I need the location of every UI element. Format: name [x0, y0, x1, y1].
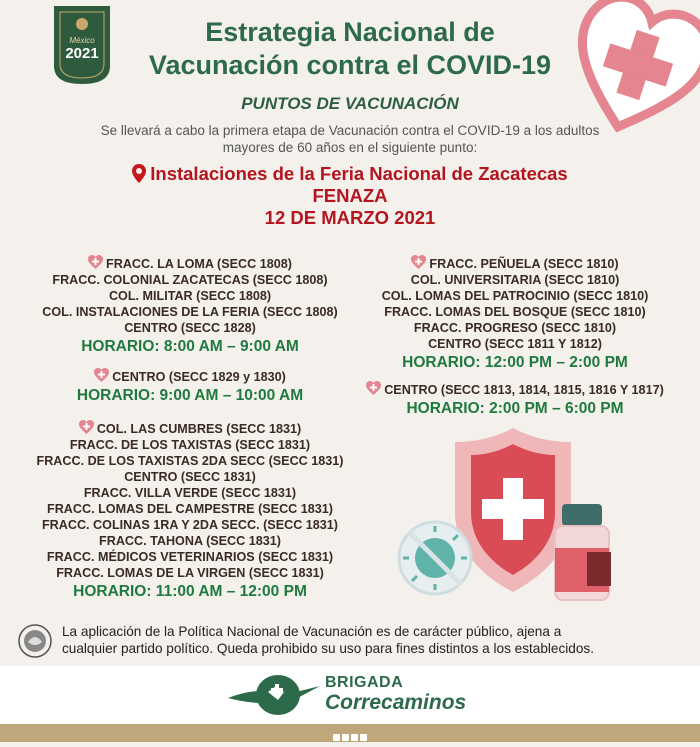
- schedule-group: [20, 420, 360, 602]
- venue-block: [0, 163, 700, 229]
- title-line-1: Estrategia Nacional de: [205, 17, 495, 47]
- list-item: FRACC. LA LOMA (SECC 1808): [20, 255, 360, 272]
- disclaimer-text: [62, 623, 662, 657]
- footer-brand: [0, 666, 700, 724]
- venue-name-row: [0, 163, 700, 185]
- vaccine-illustration: [395, 420, 625, 610]
- eagle-seal-icon: [18, 624, 52, 658]
- intro-line-2: mayores de 60 años en el siguiente punto:: [222, 140, 478, 155]
- list-item: FRACC. MÉDICOS VETERINARIOS (SECC 1831): [46, 550, 334, 564]
- venue-name: Instalaciones de la Feria Nacional de Zacatecas: [150, 163, 568, 184]
- title-line-2: Vacunación contra el COVID-19: [148, 50, 552, 80]
- list-item: COL. LAS CUMBRES (SECC 1831): [20, 420, 360, 437]
- vial-icon: [555, 504, 611, 600]
- list-item: FRACC. TAHONA (SECC 1831): [99, 534, 281, 548]
- roadrunner-logo-icon: [228, 672, 320, 718]
- list-item: COL. UNIVERSITARIA (SECC 1810): [410, 273, 620, 287]
- list-item: COL. MILITAR (SECC 1808): [108, 289, 272, 303]
- list-item: FRACC. LOMAS DE LA VIRGEN (SECC 1831): [56, 566, 324, 580]
- disclaimer-line-1: La aplicación de la Política Nacional de Vacunación es de carácter público, ajena a: [62, 624, 562, 639]
- list-item: FRACC. DE LOS TAXISTAS 2DA SECC (SECC 1831): [36, 454, 344, 468]
- intro-text: [60, 122, 640, 156]
- schedule-group: [20, 255, 360, 357]
- list-item: CENTRO (SECC 1811 Y 1812): [428, 337, 602, 351]
- list-item: FRACC. PEÑUELA (SECC 1810): [350, 255, 680, 272]
- horario-label: HORARIO: 2:00 PM – 6:00 PM: [406, 400, 624, 417]
- heart-cross-icon: [88, 255, 103, 269]
- horario-label: HORARIO: 11:00 AM – 12:00 PM: [73, 583, 307, 600]
- list-item: CENTRO (SECC 1828): [124, 321, 256, 335]
- heart-cross-icon: [94, 368, 109, 382]
- horario-label: HORARIO: 12:00 PM – 2:00 PM: [402, 354, 628, 371]
- horario-label: HORARIO: 8:00 AM – 9:00 AM: [81, 338, 299, 355]
- mexico-2021-logo: [50, 6, 114, 84]
- virus-icon: [399, 522, 471, 594]
- list-item: FRACC. VILLA VERDE (SECC 1831): [83, 486, 297, 500]
- list-item: CENTRO (SECC 1831): [124, 470, 256, 484]
- list-item: FRACC. COLONIAL ZACATECAS (SECC 1808): [52, 273, 328, 287]
- list-item: FRACC. LOMAS DEL CAMPESTRE (SECC 1831): [47, 502, 333, 516]
- heart-cross-icon: [366, 381, 381, 395]
- logo-year: 2021: [65, 45, 99, 62]
- location-pin-icon: [132, 164, 146, 183]
- brand-line-1: BRIGADA: [325, 674, 404, 691]
- list-item: COL. LOMAS DEL PATROCINIO (SECC 1810): [381, 289, 649, 303]
- bottom-band: [0, 724, 700, 742]
- section-subtitle: PUNTOS DE VACUNACIÓN: [241, 94, 459, 113]
- page-title: [120, 16, 580, 82]
- schedule-group: [20, 368, 360, 406]
- list-item: FRACC. COLINAS 1RA Y 2DA SECC. (SECC 1831): [41, 518, 338, 532]
- list-item: FRACC. PROGRESO (SECC 1810): [413, 321, 617, 335]
- horario-label: HORARIO: 9:00 AM – 10:00 AM: [76, 387, 304, 404]
- venue-date: 12 DE MARZO 2021: [264, 207, 436, 228]
- heart-cross-icon: [79, 420, 94, 434]
- schedule-group: [345, 381, 685, 419]
- list-item: FRACC. LOMAS DEL BOSQUE (SECC 1810): [384, 305, 646, 319]
- list-item: CENTRO (SECC 1829 y 1830): [20, 368, 360, 385]
- schedule-group: [350, 255, 680, 373]
- heart-cross-icon: [411, 255, 426, 269]
- heart-cross-decoration: [568, 0, 700, 140]
- list-item: COL. INSTALACIONES DE LA FERIA (SECC 1808): [42, 305, 338, 319]
- logo-text: México: [69, 36, 95, 45]
- list-item: CENTRO (SECC 1813, 1814, 1815, 1816 Y 1817): [345, 381, 685, 398]
- intro-line-1: Se llevará a cabo la primera etapa de Vacunación contra el COVID-19 a los adultos: [100, 123, 600, 138]
- social-media-icons: [333, 729, 369, 737]
- brand-line-2: Correcaminos: [325, 691, 467, 714]
- list-item: FRACC. DE LOS TAXISTAS (SECC 1831): [69, 438, 311, 452]
- venue-short: FENAZA: [312, 185, 388, 206]
- disclaimer-line-2: cualquier partido político. Queda prohibido su uso para fines distintos a los establecidos.: [62, 641, 594, 656]
